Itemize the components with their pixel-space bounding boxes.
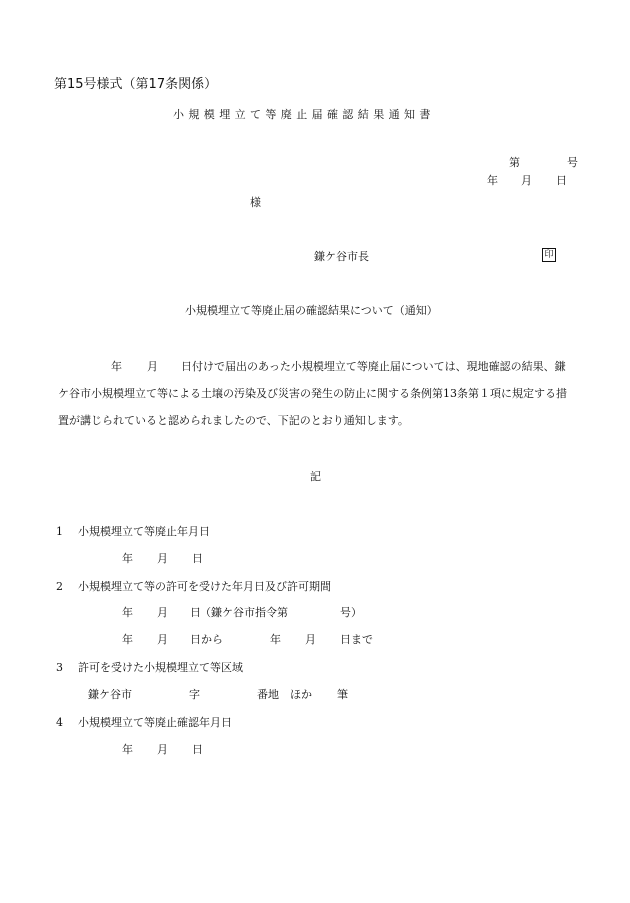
item-1-label: 小規模埋立て等廃止年月日 — [78, 525, 210, 538]
subject-line: 小規模埋立て等廃止届の確認結果について（通知） — [185, 304, 438, 317]
date-nen: 年 — [487, 174, 498, 187]
item-2-permit-tsuki: 月 — [157, 606, 168, 619]
recipient-sama: 様 — [250, 196, 261, 209]
item-3-hitsu: 筆 — [337, 688, 348, 701]
item-4-tsuki: 月 — [157, 743, 168, 756]
item-2-start-nen: 年 — [122, 633, 133, 646]
date-hi: 日 — [556, 174, 567, 187]
item-2-permit-hi: 日 — [190, 606, 201, 619]
body-line-1: 日付けで届出のあった小規模埋立て等廃止届については、現地確認の結果、鎌 — [181, 360, 566, 373]
item-1-number: 1 — [56, 525, 63, 538]
item-2-end-nen: 年 — [270, 633, 281, 646]
item-1-hi: 日 — [192, 552, 203, 565]
item-3-banchi-hoka: 番地 ほか — [257, 688, 312, 701]
item-3-number: 3 — [56, 661, 63, 674]
item-2-go-close: 号） — [340, 606, 362, 619]
form-number: 第15号様式（第17条関係） — [54, 77, 218, 92]
ref-dai: 第 — [509, 156, 520, 169]
item-2-permit-note: （鎌ケ谷市指令第 — [200, 606, 288, 619]
ki-heading: 記 — [310, 470, 321, 483]
body-date-nen: 年 — [111, 360, 122, 373]
item-4-number: 4 — [56, 716, 63, 729]
item-2-end-tsuki: 月 — [305, 633, 316, 646]
item-4-label: 小規模埋立て等廃止確認年月日 — [78, 716, 232, 729]
item-4-nen: 年 — [122, 743, 133, 756]
item-2-start-tsuki: 月 — [157, 633, 168, 646]
item-2-hi-made: 日まで — [340, 633, 373, 646]
body-line-3: 置が講じられていると認められましたので、下記のとおり通知します。 — [58, 414, 409, 427]
item-1-tsuki: 月 — [157, 552, 168, 565]
seal-mark: 印 — [542, 248, 556, 262]
item-2-hi-kara: 日から — [190, 633, 223, 646]
item-2-label: 小規模埋立て等の許可を受けた年月日及び許可期間 — [78, 580, 331, 593]
date-tsuki: 月 — [521, 174, 532, 187]
item-1-nen: 年 — [122, 552, 133, 565]
document-title: 小規模埋立て等廃止届確認結果通知書 — [173, 108, 435, 121]
item-2-permit-nen: 年 — [122, 606, 133, 619]
item-4-hi: 日 — [192, 743, 203, 756]
item-3-label: 許可を受けた小規模埋立て等区域 — [78, 661, 243, 674]
item-3-city: 鎌ケ谷市 — [88, 688, 132, 701]
item-3-aza: 字 — [189, 688, 200, 701]
item-2-number: 2 — [56, 580, 63, 593]
body-date-tsuki: 月 — [147, 360, 158, 373]
issuer-name: 鎌ケ谷市長 — [314, 250, 369, 263]
body-line-2: ケ谷市小規模埋立て等による土壌の汚染及び災害の発生の防止に関する条例第13条第１項に規定する措 — [58, 387, 567, 400]
ref-go: 号 — [567, 156, 578, 169]
